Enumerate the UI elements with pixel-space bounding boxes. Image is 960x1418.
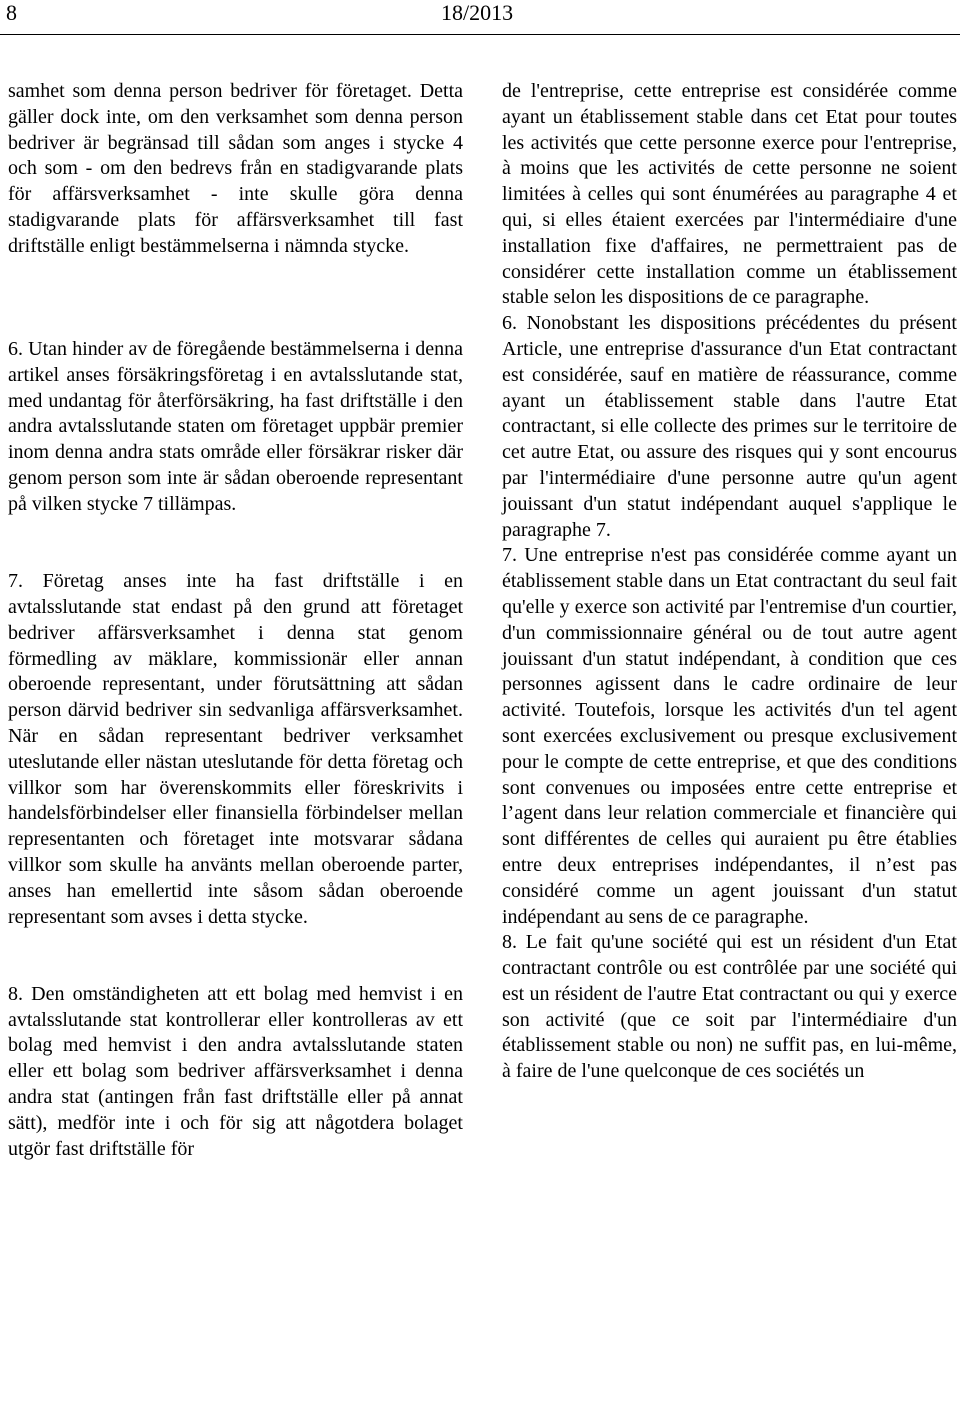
publication-issue: 18/2013	[441, 0, 514, 25]
swedish-paragraph-continued: samhet som denna person bedriver för företaget. Detta gäller dock inte, om den verksamhet som denna person bedriver är begränsad till sådan som anges i stycke 4 och som - om den bedrevs från en stadigvarande plats för affärsverksamhet - inte skulle göra denna stadigvarande plats för affärsverksamhet till fast driftställe enligt bestämmelserna i nämnda stycke.	[8, 80, 463, 257]
paragraph-spacer	[8, 518, 463, 544]
header-divider	[0, 34, 960, 35]
swedish-paragraph-7: 7. Företag anses inte ha fast driftställe i en avtalsslutande stat endast på den grund att företaget bedriver affärsverksamhet i denna stat genom förmedling av mäklare, kommissionär eller annan oberoende representant, under förutsättning att sådan person därvid bedriver sin sedvanliga affärsverksamhet. När en sådan representant bedriver verksamhet uteslutande eller nästan uteslutande för detta företag och villkor som har överenskommits eller föreskrivits i handelsförbindelser eller finansiella förbindelser mellan representanten och företaget inte motsvarar sådana villkor som skulle ha använts mellan oberoende parter, anses han emellertid inte såsom sådan oberoende representant som avses i detta stycke.	[8, 570, 463, 928]
paragraph-spacer	[8, 543, 463, 569]
page-header	[0, 0, 960, 36]
page-number: 8	[6, 0, 17, 25]
swedish-paragraph-6: 6. Utan hinder av de föregående bestämmelserna i denna artikel anses försäkringsföretag i en avtalsslutande stat, med undantag för återförsäkring, ha fast driftställe i den andra avtalsslutande staten om företaget uppbär premier inom denna andra stats område eller försäkrar risker där genom person som inte är sådan oberoende representant på vilken stycke 7 tillämpas.	[8, 337, 463, 515]
swedish-paragraph-8: 8. Den omständigheten att ett bolag med hemvist i en avtalsslutande stat kontrollerar eller kontrolleras av ett bolag med hemvist i den andra avtalsslutande staten eller ett bolag som bedriver affärsverksamhet i denna andra stat (antingen från fast driftställe eller på annat sätt), medför inte i och för sig att någotdera bolaget utgör fast driftställe för	[8, 982, 463, 1160]
french-paragraph-continued: de l'entreprise, cette entreprise est considérée comme ayant un établissement stable dans cet Etat pour toutes les activités que cette personne exerce pour l'entreprise, à moins que les activités de cette personne ne soient limitées à celles qui sont énumérées au paragraphe 4 et qui, si elles étaient exercées par l'intermédiaire d'une installation fixe d'affaires, ne permettraient pas de considérer cette installation comme un établissement stable selon les dispositions de ce paragraphe.	[502, 80, 957, 309]
paragraph-spacer	[8, 930, 463, 956]
paragraph-spacer	[8, 956, 463, 982]
paragraph-spacer	[8, 311, 463, 337]
swedish-column	[8, 79, 463, 1162]
french-paragraph-8: 8. Le fait qu'une société qui est un résident d'un Etat contractant contrôle ou est contrôlée par une société qui est un résident de l'autre Etat contractant ou qui y exerce son activité (que ce soit par l'intermédiaire d'un établissement stable ou non) ne suffit pas, en lui-même, à faire de l'une quelconque de ces sociétés un	[502, 931, 957, 1083]
french-paragraph-7: 7. Une entreprise n'est pas considérée comme ayant un établissement stable dans un Etat contractant du seul fait qu'elle y exerce son activité par l'entremise d'un courtier, d'un commissionnaire général ou de tout autre agent jouissant d'un statut indépendant, à condition que ces personnes agissent dans le cadre ordinaire de leur activité. Toutefois, lorsque les activités d'un tel agent sont exercées exclusivement ou presque exclusivement pour le compte de cette entreprise, et que des conditions sont convenues ou imposées entre cette entreprise et l’agent dans leur relation commerciale et financière qui sont différentes de celles qui auraient pu être établies entre deux entreprises indépendantes, il n’est pas considéré comme un agent jouissant d'un statut indépendant au sens de ce paragraphe.	[502, 544, 957, 928]
paragraph-spacer	[8, 260, 463, 286]
paragraph-spacer	[8, 285, 463, 311]
french-paragraph-6: 6. Nonobstant les dispositions précédentes du présent Article, une entreprise d'assurance d'un Etat contractant est considérée, sauf en matière de réassurance, comme ayant un établissement stable dans l'autre Etat contractant, si elle collecte des primes sur le territoire de cet autre Etat, ou assure des risques qui y sont encourus par l'intermédiaire d'une personne autre qu'un agent jouissant d'un statut indépendant auquel s'applique le paragraphe 7.	[502, 312, 957, 541]
french-column	[502, 79, 957, 1085]
